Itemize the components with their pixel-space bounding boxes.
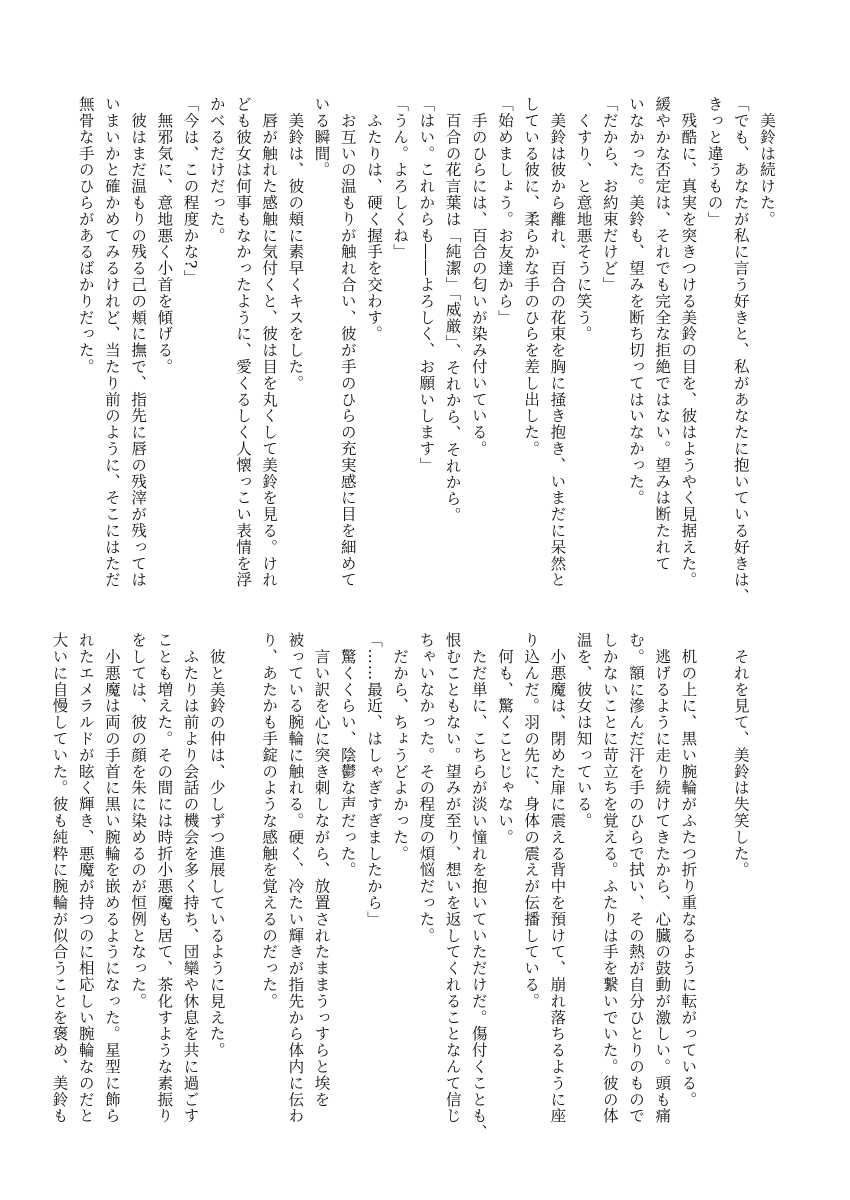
text-line: 被っている腕輪に触れる。硬く、冷たい輝きが指先から体内に伝わ (286, 632, 305, 1124)
text-line: 手のひらには、百合の匂いが染み付いている。 (469, 96, 488, 457)
text-line: 何も、驚くことじゃない。 (495, 632, 514, 846)
text-line: れたエメラルドが眩く輝き、悪魔が持つのに相応しい腕輪なのだと (76, 632, 95, 1124)
text-line: 「今は、この程度かな?」 (181, 96, 200, 286)
text-line: 彼と美鈴の仲は、少しずつ進展しているように見えた。 (207, 632, 226, 1059)
text-line: いまいかと確かめてみるけれど、当たり前のように、そこにはただ (102, 96, 121, 588)
text-line: 美鈴は、彼の頬に素早くキスをした。 (286, 96, 305, 392)
text-line: 恨むこともない。望みが至り、想いを返してくれることなんて信じ (443, 632, 462, 1124)
text-line: ふたりは前より会話の機会を多く持ち、団欒や休息を共に過ごす (181, 632, 200, 1124)
text-line: だから、ちょうどよかった。 (391, 632, 410, 862)
text-line: ことも増えた。その間には時折小悪魔も居て、茶化すような素振り (155, 632, 174, 1124)
upper-text-block (76, 96, 780, 616)
text-line: 小悪魔は、閉めた扉に震える背中を預けて、崩れ落ちるように座 (548, 632, 567, 1124)
text-line: をしては、彼の顔を朱に染めるのが恒例となった。 (129, 632, 148, 1010)
text-line: 残酷に、真実を突きつける美鈴の目を、彼はようやく見据えた。 (679, 96, 698, 588)
text-line: ただ単に、こちらが淡い憧れを抱いていただけだ。傷付くことも、 (469, 632, 488, 1141)
text-line: 大いに自慢していた。彼も純粋に腕輪が似合うことを褒め、美鈴も (50, 632, 69, 1124)
text-line: 小悪魔は両の手首に黒い腕輪を嵌めるようになった。星型に飾ら (102, 632, 121, 1124)
text-line: 美鈴は彼から離れ、百合の花束を胸に掻き抱き、いまだに呆然と (548, 96, 567, 588)
text-line: む。額に滲んだ汗を手のひらで拭い、その熱が自分ひとりのもので (626, 632, 645, 1124)
text-line: 「うん。よろしくね」 (391, 96, 410, 260)
text-line: 言い訳を心に突き刺しながら、放置されたままうっすらと埃を (312, 632, 331, 1108)
text-line: お互いの温もりが触れ合い、彼が手のひらの充実感に目を細めて (338, 96, 357, 588)
text-line: ども彼女は何事もなかったように、愛くるしく人懐っこい表情を浮 (233, 96, 252, 588)
text-line: 無骨な手のひらがあるばかりだった。 (76, 96, 95, 375)
text-line: 美鈴は続けた。 (758, 96, 776, 228)
text-line: かべるだけだった。 (207, 96, 226, 244)
text-line: 逃げるように走り続けてきたから、心臓の鼓動が激しい。頭も痛 (653, 632, 672, 1124)
text-line: 彼はまだ温もりの残る己の頬に撫で、指先に唇の残滓が残っては (129, 96, 148, 588)
text-line: り、あたかも手錠のような感触を覚えるのだった。 (260, 632, 279, 1010)
text-line: 無邪気に、意地悪く小首を傾げる。 (155, 96, 174, 375)
text-line: 温を、彼女は知っている。 (574, 632, 593, 829)
text-line: ふたりは、硬く握手を交わす。 (364, 96, 383, 342)
text-line: 「でも、あなたが私に言う好きと、私があなたに抱いている好きは、 (731, 96, 750, 605)
text-line: 「はい。これからも――よろしく、お願いします」 (417, 96, 436, 474)
text-line: ちゃいなかった。その程度の煩悩だった。 (417, 632, 436, 944)
lower-text-block (50, 632, 780, 1152)
text-line: 緩やかな否定は、それでも完全な拒絶ではない。望みは断たれて (653, 96, 672, 572)
text-line: 百合の花言葉は「純潔」「威厳」、それから、それから。 (443, 96, 462, 524)
text-line: 驚くくらい、陰鬱な声だった。 (338, 632, 357, 878)
text-line: きっと違うもの」 (705, 96, 724, 228)
text-line: 唇が触れた感触に気付くと、彼は目を丸くして美鈴を見る。けれ (260, 96, 279, 588)
text-line: くすり、と意地悪そうに笑う。 (574, 96, 593, 342)
text-line (701, 632, 727, 1152)
text-line: 「始めましょう。お友達から」 (495, 96, 514, 326)
text-line: いる瞬間。 (312, 96, 331, 178)
text-line: しかないことに苛立ちを覚える。ふたりは手を繋いでいた。彼の体 (600, 632, 619, 1124)
text-line: 「だから、お約束だけど」 (600, 96, 619, 293)
text-line: 「……最近、はしゃぎすぎましたから」 (364, 632, 383, 928)
text-line: いなかった。美鈴も、望みを断ち切ってはいなかった。 (626, 96, 645, 506)
text-line (754, 632, 780, 1152)
text-line: 机の上に、黒い腕輪がふたつ折り重なるように転がっている。 (679, 632, 698, 1108)
text-line (230, 632, 256, 1152)
text-line: それを見て、美鈴は失笑した。 (731, 632, 750, 878)
text-line: り込んだ。羽の先に、身体の震えが伝播している。 (522, 632, 541, 1010)
text-line: している彼に、柔らかな手のひらを差し出した。 (522, 96, 541, 457)
